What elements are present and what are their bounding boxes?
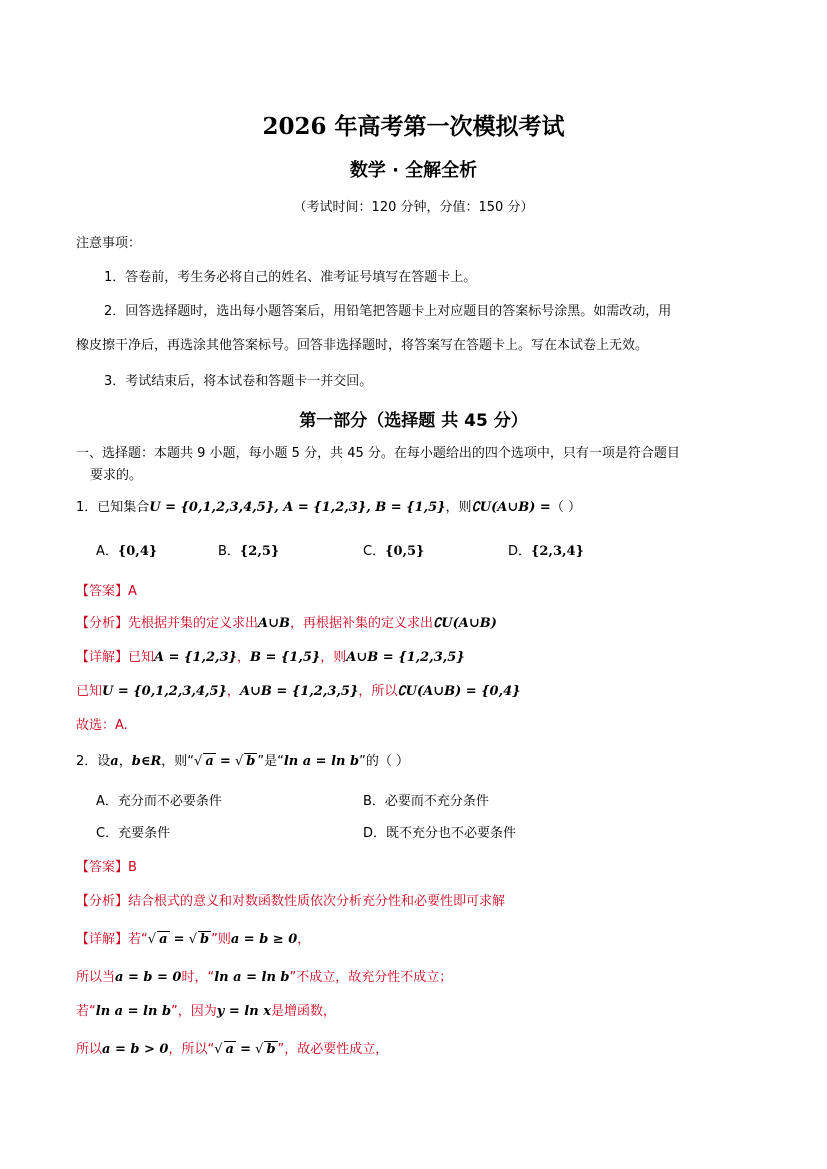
option-value: {0,4} xyxy=(117,544,158,559)
set-b: B = {1,5} xyxy=(250,650,321,665)
answer-value: A xyxy=(128,584,137,599)
answer-blank: ”的（ ） xyxy=(359,754,409,769)
analysis-tag: 【分析】 xyxy=(76,616,129,631)
option-value: {2,3,4} xyxy=(531,544,584,559)
separator: ， xyxy=(236,650,250,665)
q2-answer xyxy=(76,856,137,875)
notes-item-2-line-1: 2．回答选择题时，选出每小题答案后，用铅笔把答题卡上对应题目的答案标号涂黑。如需改动，用 xyxy=(104,304,672,319)
answer-blank: （ ） xyxy=(550,500,581,515)
section-intro-line-1: 一、选择题：本题共 9 小题，每小题 5 分，共 45 分。在每小题给出的四个选项中，只有一项是符合题目 xyxy=(76,446,680,461)
q2-option-c[interactable]: C．充要条件 xyxy=(96,826,171,841)
detail-text: ，所以 xyxy=(358,684,398,699)
q1-option-b[interactable] xyxy=(218,540,279,559)
complement-expression: ∁U(A∪B) = xyxy=(471,500,551,515)
analysis-text: 结合根式的意义和对数函数性质依次分析充分性和必要性即可求解 xyxy=(128,894,506,909)
q1-conclusion: 故选：A. xyxy=(76,718,128,733)
complement-result: ∁U(A∪B) = {0,4} xyxy=(397,684,521,699)
q2-option-a[interactable]: A．充分而不必要条件 xyxy=(96,794,222,809)
page-title: 2026 年高考第一次模拟考试 xyxy=(262,113,565,140)
detail-text: ，则 xyxy=(320,650,347,665)
detail-text: ”则 xyxy=(211,932,231,947)
option-label: B． xyxy=(218,544,240,559)
math-expression: a = b = 0 xyxy=(115,970,182,985)
sqrt-icon: √ xyxy=(234,754,244,769)
option-label: D． xyxy=(508,544,532,559)
sqrt-b: b xyxy=(199,932,210,947)
option-value: {2,5} xyxy=(239,544,280,559)
detail-text: 已知 xyxy=(76,684,103,699)
set-u: U = {0,1,2,3,4,5} xyxy=(149,500,275,515)
page-subtitle: 数学 · 全解全析 xyxy=(349,160,478,181)
notes-heading: 注意事项： xyxy=(76,236,142,251)
ln-expression: ln a = ln b xyxy=(214,970,290,985)
notes-item-3: 3．考试结束后，将本试卷和答题卡一并交回。 xyxy=(104,374,373,389)
ln-expression: ln a = ln b xyxy=(95,1004,172,1019)
analysis-text: ，再根据补集的定义求出 xyxy=(290,616,434,631)
detail-text: ，所以“ xyxy=(168,1042,215,1057)
complement-expression: ∁U(A∪B) xyxy=(433,616,497,631)
section-intro-line-2: 要求的。 xyxy=(90,468,143,483)
math-expression: a = b ≥ 0 xyxy=(230,932,298,947)
var-a: a xyxy=(110,754,119,769)
detail-text: 已知 xyxy=(128,650,155,665)
sqrt-icon: √ xyxy=(255,1042,264,1057)
q1-detail-line-2 xyxy=(76,680,521,699)
q2-detail-line-1 xyxy=(76,928,310,947)
q1-answer xyxy=(76,580,137,599)
sqrt-a: a xyxy=(159,932,168,947)
ln-expression: ln a = ln b xyxy=(283,754,360,769)
real-condition: b∈R xyxy=(131,754,162,769)
question-2-stem xyxy=(76,750,409,769)
union-result: A∪B = {1,2,3,5} xyxy=(239,684,359,699)
detail-text: 所以当 xyxy=(76,970,116,985)
detail-text: 时，“ xyxy=(181,970,215,985)
sqrt-b: b xyxy=(246,754,256,769)
q1-analysis xyxy=(76,612,497,631)
sqrt-icon: √ xyxy=(188,932,197,947)
equals-sign: = xyxy=(240,1042,251,1057)
q2-detail-line-3 xyxy=(76,1000,336,1019)
section-title: 第一部分（选择题 共 45 分） xyxy=(299,411,528,431)
q2-option-b[interactable]: B．必要而不充分条件 xyxy=(363,794,489,809)
answer-tag: 【答案】 xyxy=(76,584,129,599)
detail-text: ”不成立，故充分性不成立； xyxy=(289,970,453,985)
function-expression: y = ln x xyxy=(216,1004,271,1019)
detail-text: ， xyxy=(297,932,311,947)
q2-detail-line-2 xyxy=(76,966,452,985)
q1-option-a[interactable] xyxy=(96,540,157,559)
detail-text: ”，因为 xyxy=(171,1004,217,1019)
question-1-number: 1．已知集合 xyxy=(76,500,150,515)
option-label: A． xyxy=(96,544,118,559)
notes-item-1: 1．答卷前，考生务必将自己的姓名、准考证号填写在答题卡上。 xyxy=(104,270,477,285)
q2-option-d[interactable]: D．既不充分也不必要条件 xyxy=(363,826,517,841)
equals-sign: = xyxy=(173,932,185,947)
question-1-stem xyxy=(76,496,581,515)
sqrt-a: a xyxy=(205,754,214,769)
union-result: A∪B = {1,2,3,5} xyxy=(346,650,465,665)
sqrt-b: b xyxy=(266,1042,276,1057)
set-a: A = {1,2,3} xyxy=(154,650,237,665)
notes-item-2-line-2: 橡皮擦干净后，再选涂其他答案标号。回答非选择题时，将答案写在答题卡上。写在本试卷上无效。 xyxy=(76,338,649,353)
detail-text: 若“ xyxy=(76,1004,96,1019)
option-value: {0,5} xyxy=(385,544,425,559)
q1-option-d[interactable] xyxy=(508,540,584,559)
analysis-text: 先根据并集的定义求出 xyxy=(128,616,259,631)
sqrt-icon: √ xyxy=(147,932,157,947)
q1-detail-line-1 xyxy=(76,646,465,665)
detail-tag: 【详解】 xyxy=(76,932,129,947)
stem-text: ”是“ xyxy=(257,754,284,769)
detail-text: 若“ xyxy=(128,932,148,947)
stem-text: ，则“ xyxy=(161,754,195,769)
exam-info: （考试时间：120 分钟，分值：150 分） xyxy=(293,200,534,215)
q1-option-c[interactable] xyxy=(363,540,424,559)
answer-tag: 【答案】 xyxy=(76,860,129,875)
question-1-then: ，则 xyxy=(445,500,472,515)
q2-analysis xyxy=(76,890,505,909)
q2-detail-line-4 xyxy=(76,1038,388,1057)
detail-text: 是增函数， xyxy=(270,1004,336,1019)
separator: ， xyxy=(118,754,132,769)
detail-text: 所以 xyxy=(76,1042,103,1057)
set-u: U = {0,1,2,3,4,5} xyxy=(102,684,227,699)
sqrt-a: a xyxy=(225,1042,234,1057)
union-expression: A∪B xyxy=(258,616,290,631)
answer-value: B xyxy=(128,860,137,875)
sqrt-icon: √ xyxy=(194,754,203,769)
option-label: C． xyxy=(363,544,386,559)
set-b: , B = {1,5} xyxy=(366,500,446,515)
separator: ， xyxy=(226,684,240,699)
sqrt-icon: √ xyxy=(214,1042,223,1057)
detail-tag: 【详解】 xyxy=(76,650,129,665)
question-2-number: 2．设 xyxy=(76,754,111,769)
equals-sign: = xyxy=(219,754,231,769)
set-a: , A = {1,2,3} xyxy=(274,500,367,515)
analysis-tag: 【分析】 xyxy=(76,894,129,909)
detail-text: ”，故必要性成立， xyxy=(277,1042,389,1057)
math-expression: a = b > 0 xyxy=(102,1042,169,1057)
